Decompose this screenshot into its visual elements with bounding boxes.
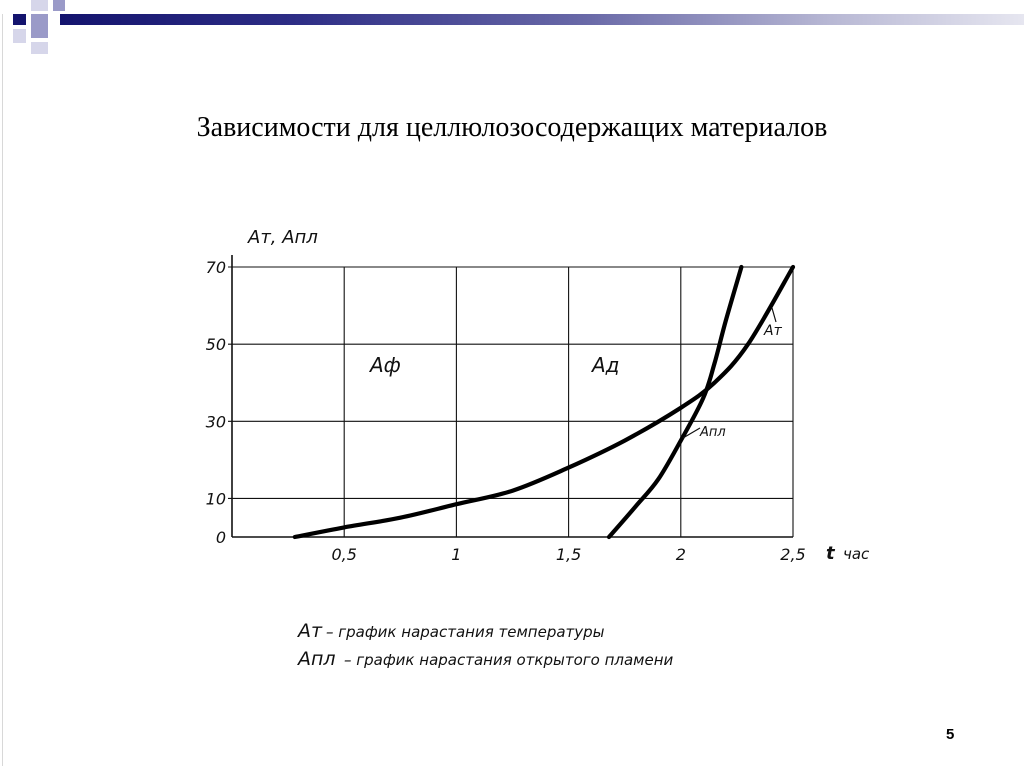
legend-symbol-at: Aт — [298, 620, 323, 642]
y-tick-label: 0 — [215, 528, 226, 547]
x-axis-unit: час — [843, 545, 870, 563]
x-tick-label: 1 — [451, 545, 462, 564]
region-label-ad: Aд — [592, 353, 620, 377]
legend-text-apl: – график нарастания открытого пламени — [344, 651, 674, 669]
x-tick-label: 0,5 — [331, 545, 357, 564]
series-line-at — [295, 267, 793, 537]
legend-symbol-apl: Aпл — [298, 648, 336, 670]
chart-tick-labels — [206, 258, 806, 564]
chart-curves — [295, 267, 793, 537]
y-tick-label: 30 — [205, 412, 226, 432]
x-tick-label: 2 — [675, 545, 686, 564]
x-tick-label: 1,5 — [555, 545, 582, 564]
region-label-af: Aф — [370, 353, 401, 377]
series-label-at-leader — [772, 308, 776, 322]
y-tick-label: 70 — [205, 258, 226, 277]
y-axis-label: Aт, Aпл — [248, 227, 318, 248]
page-number: 5 — [946, 726, 955, 743]
series-label-at: Aт — [764, 323, 782, 339]
slide-title: Зависимости для целлюлозосодержащих материалов — [196, 112, 828, 143]
legend-text-at: – график нарастания температуры — [326, 623, 605, 641]
y-tick-label: 50 — [205, 335, 226, 355]
x-axis-symbol: t — [826, 543, 835, 564]
chart-grid — [228, 255, 793, 537]
series-label-apl: Aпл — [700, 425, 726, 440]
y-tick-label: 10 — [205, 489, 226, 509]
x-tick-label: 2,5 — [780, 545, 806, 564]
series-line-apl — [609, 267, 741, 537]
